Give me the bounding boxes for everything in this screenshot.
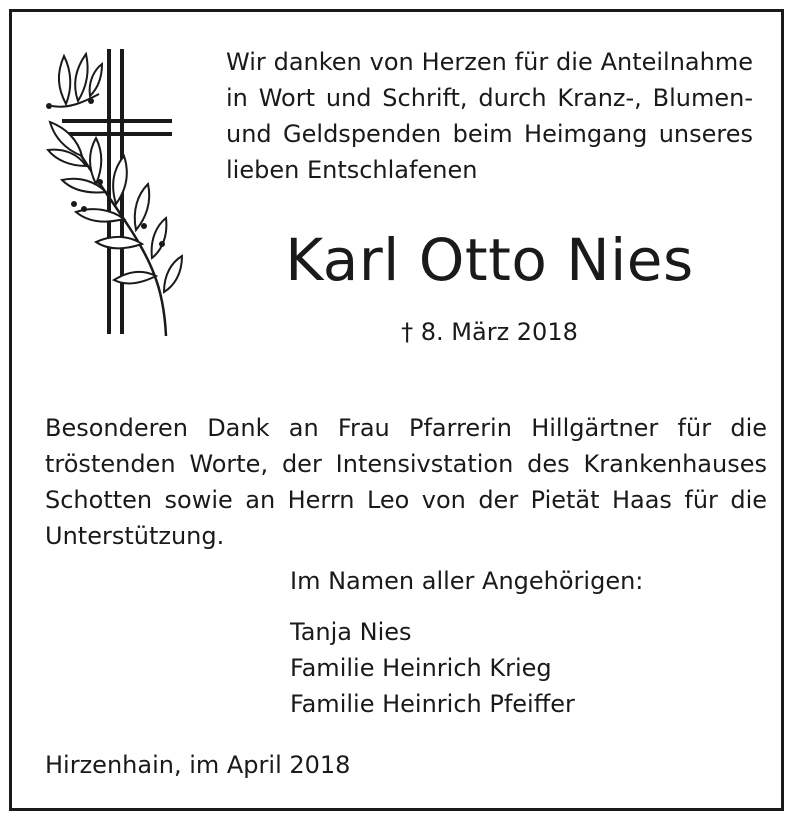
thank-you-intro [226,44,753,188]
intro-line: Wir danken von Herzen für die Anteilnahme [226,48,753,76]
signer: Familie Heinrich Krieg [290,654,552,682]
on-behalf-line: Im Namen aller Angehörigen: [290,567,644,595]
thanks-line: Schotten sowie an Herrn Leo von der Pietät Haas für die [45,486,767,514]
signers-list [290,614,575,722]
thanks-line: Unterstützung. [45,522,225,550]
cross-with-palm-branch-icon [44,44,189,339]
special-thanks-paragraph [45,410,767,554]
signer: Familie Heinrich Pfeiffer [290,690,575,718]
thanks-line: tröstenden Worte, der Intensivstation des Krankenhauses [45,450,767,478]
intro-line: und Geldspenden beim Heimgang unseres [226,120,753,148]
intro-line: in Wort und Schrift, durch Kranz-, Blumen- [226,84,753,112]
intro-line: lieben Entschlafenen [226,156,478,184]
death-date: † 8. März 2018 [401,318,578,346]
thanks-line: Besonderen Dank an Frau Pfarrerin Hillgärtner für die [45,414,767,442]
signer: Tanja Nies [290,618,412,646]
place-and-date: Hirzenhain, im April 2018 [45,751,351,779]
deceased-name: Karl Otto Nies [285,226,694,294]
